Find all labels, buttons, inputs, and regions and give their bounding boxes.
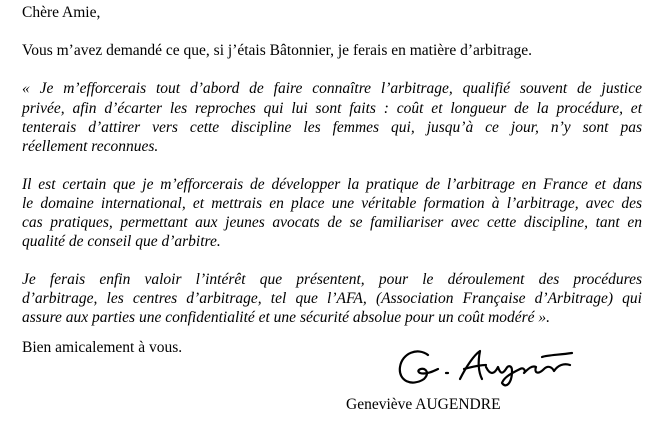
handwritten-signature: [394, 343, 584, 391]
paragraph-1-line-4: réellement reconnues.: [22, 138, 159, 155]
paragraph-3-line-2: d’arbitrage, les centres d’arbitrage, tel que l’AFA, (Association Française d’Arbitrage) qui: [22, 290, 642, 307]
paragraph-2-line-2: le domaine international, et mettrais en place une véritable formation à l’arbitrage, avec des: [22, 195, 642, 212]
paragraph-3-line-3: assure aux parties une confidentialité et une sécurité absolue pour un coût modéré ».: [22, 309, 551, 326]
paragraph-2-line-4: qualité de conseil que d’arbitre.: [22, 233, 221, 250]
signatory-name: Geneviève AUGENDRE: [346, 396, 501, 413]
paragraph-2-line-3: cas pratiques, permettant aux jeunes avocats de se familiariser avec cette discipline, tant en: [22, 214, 642, 231]
paragraph-2-line-1: Il est certain que je m’efforcerais de développer la pratique de l’arbitrage en France et dans: [22, 176, 642, 193]
greeting: Chère Amie,: [22, 4, 101, 21]
paragraph-1-line-1: « Je m’efforcerais tout d’abord de faire connaître l’arbitrage, qualifié souvent de justice: [22, 80, 642, 97]
paragraph-3-line-1: Je ferais enfin valoir l’intérêt que présentent, pour le déroulement des procédures: [22, 271, 642, 288]
closing-line: Bien amicalement à vous.: [22, 339, 183, 356]
paragraph-1-line-2: privée, afin d’écarter les reproches qui lui sont faits : coût et longueur de la procédure, et: [22, 100, 642, 117]
paragraph-1-line-3: tenterais d’attirer vers cette discipline les femmes qui, jusqu’à ce jour, n’y sont pas: [22, 119, 642, 136]
intro-sentence: Vous m’avez demandé ce que, si j’étais Bâtonnier, je ferais en matière d’arbitrage.: [22, 42, 532, 59]
